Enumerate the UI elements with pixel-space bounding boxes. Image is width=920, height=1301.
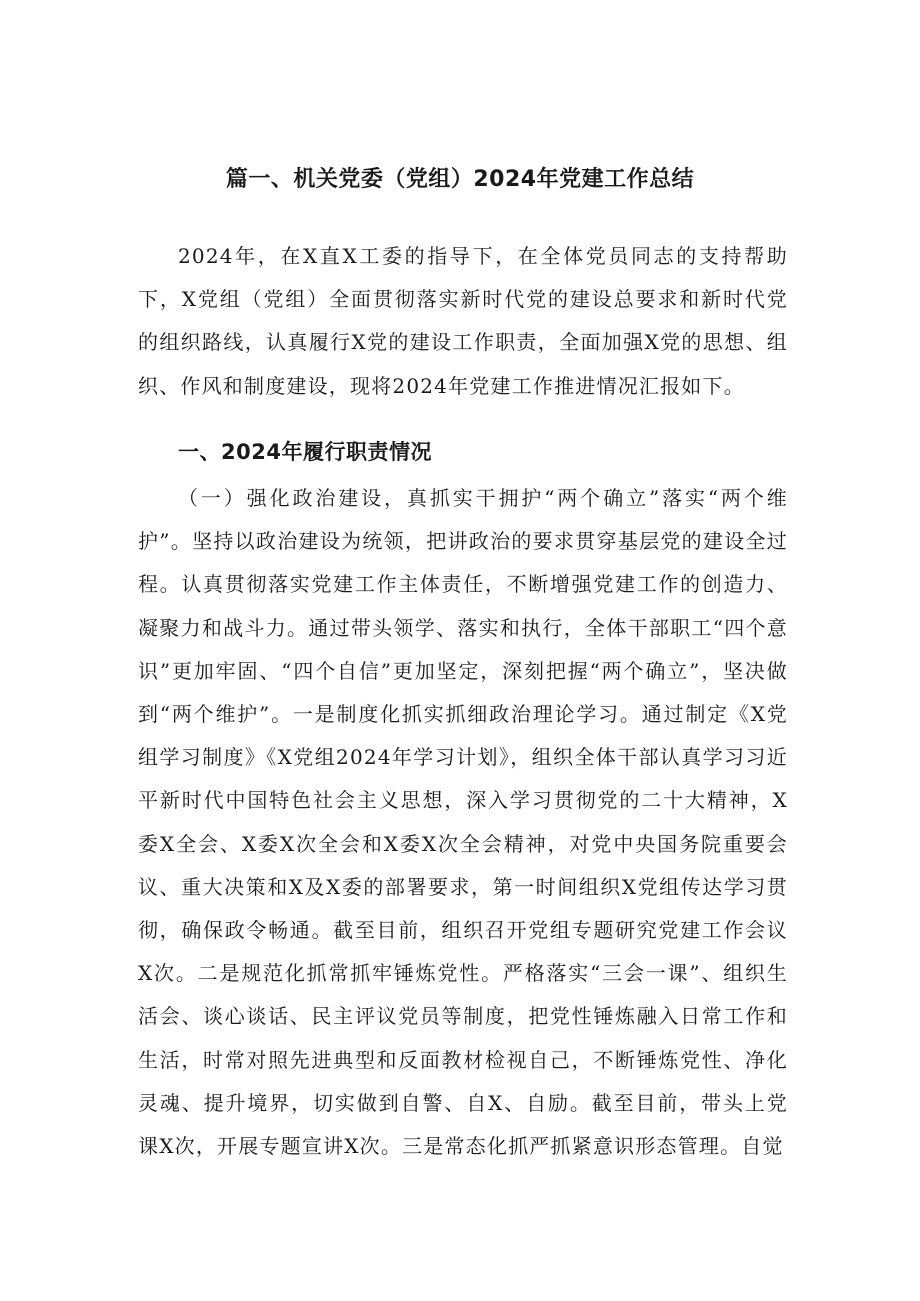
intro-paragraph: 2024年，在X直X工委的指导下，在全体党员同志的支持帮助下，X党组（党组）全面贯彻落实新时代党的建设总要求和新时代党的组织路线，认真履行X党的建设工作职责，全面加强X党的思想、组织、作风和制度建设，现将2024年党建工作推进情况汇报如下。 [138,244,788,398]
section-heading: 一、2024年履行职责情况 [178,440,432,464]
document-title: 篇一、机关党委（党组）2024年党建工作总结 [225,167,695,192]
section-paragraph: （一）强化政治建设，真抓实干拥护“两个确立”落实“两个维护”。坚持以政治建设为统领，把讲政治的要求贯穿基层党的建设全过程。认真贯彻落实党建工作主体责任，不断增强党建工作的创造力、凝聚力和战斗力。通过带头领学、落实和执行，全体干部职工“四个意识”更加牢固、“四个自信”更加坚定，深刻把握“两个确立”，坚决做到“两个维护”。一是制度化抓实抓细政治理论学习。通过制定《X党组学习制度》《X党组2024年学习计划》，组织全体干部认真学习习近平新时代中国特色社会主义思想，深入学习贯彻党的二十大精神，X委X全会、X委X次全会和X委X次全会精神，对党中央国务院重要会议、重大决策和X及X委的部署要求，第一时间组织X党组传达学习贯彻，确保政令畅通。截至目前，组织召开党组专题研究党建工作会议X次。二是规范化抓常抓牢锤炼党性。严格落实“三会一课”、组织生活会、谈心谈话、民主评议党员等制度，把党性锤炼融入日常工作和生活，时常对照先进典型和反面教材检视自己，不断锤炼党性、净化灵魂、提升境界，切实做到自警、自X、自励。截至目前，带头上党课X次，开展专题宣讲X次。三是常态化抓严抓紧意识形态管理。自觉 [138,486,788,1159]
